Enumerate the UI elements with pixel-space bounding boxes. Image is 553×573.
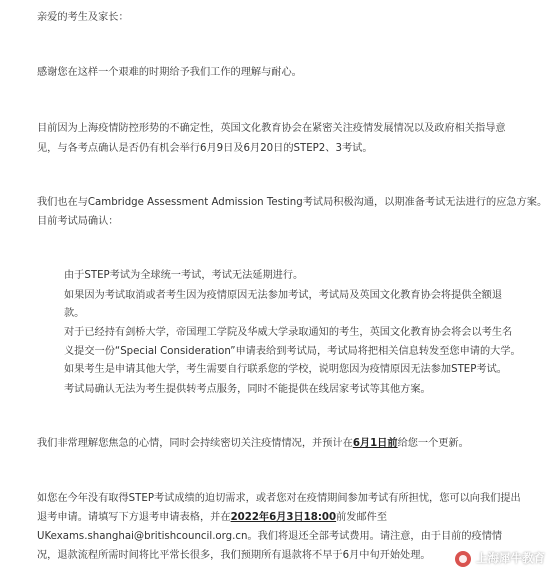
- paragraph-update: [37, 435, 469, 452]
- paragraph-status-line1: 目前因为上海疫情防控形势的不确定性，英国文化教育协会在紧密关注疫情发展情况以及政府相关指导意: [37, 123, 506, 134]
- paragraph-refund-line2: [37, 509, 387, 526]
- list-item-continued: 款。: [64, 308, 85, 319]
- list-item: 如果因为考试取消或者考生因为疫情原因无法参加考试，考试局及英国文化教育协会将提供全额退: [64, 290, 503, 301]
- list-item: 如果考生是申请其他大学，考生需要自行联系您的学校，说明您因为疫情原因无法参加STEP考试。: [64, 364, 507, 375]
- paragraph-board-line1: 我们也在与Cambridge Assessment Admission Testing考试局积极沟通，以期准备考试无法进行的应急方案。: [37, 197, 548, 208]
- paragraph-board-line2: 目前考试局确认：: [37, 216, 119, 227]
- paragraph-status-line2: 见，与各考点确认是否仍有机会举行6月9日及6月20日的STEP2、3考试。: [37, 143, 373, 154]
- refund-email-link[interactable]: UKexams.shanghai@britishcouncil.org.cn: [37, 531, 248, 542]
- refund-line3-post: 。我们将退还全部考试费用。请注意，由于目前的疫情情: [247, 531, 503, 542]
- refund-line2-pre: 退考申请。请填写下方退考申请表格，并在: [37, 512, 231, 523]
- paragraph-thanks: 感谢您在这样一个艰难的时期给予我们工作的理解与耐心。: [37, 67, 302, 78]
- watermark-text: 上海犀牛教育: [476, 551, 545, 565]
- update-date: 6月1日前: [352, 438, 398, 449]
- update-text-post: 给您一个更新。: [397, 438, 469, 449]
- rhino-logo-icon: [455, 551, 471, 567]
- list-item: 由于STEP考试为全球统一考试，考试无法延期进行。: [64, 270, 304, 281]
- paragraph-refund-line1: 如您在今年没有取得STEP考试成绩的迫切需求，或者您对在疫情期间参加考试有所担忧，您可以向我们提出: [37, 493, 521, 504]
- paragraph-refund-line4: 况，退款流程所需时间将比平常长很多，我们预期所有退款将不早于6月中旬开始处理。: [37, 550, 431, 561]
- watermark: [455, 550, 545, 567]
- update-text-pre: 我们非常理解您焦急的心情，同时会持续密切关注疫情情况，并预计在: [37, 438, 353, 449]
- list-item-continued: 义提交一份“Special Consideration”申请表给到考试局，考试局将把相关信息转发至您申请的大学。: [64, 346, 521, 357]
- refund-deadline: 2022年6月3日18:00: [230, 512, 337, 523]
- salutation: 亲爱的考生及家长：: [37, 12, 129, 23]
- list-item: 考试局确认无法为考生提供转考点服务，同时不能提供在线居家考试等其他方案。: [64, 384, 431, 395]
- refund-line2-post: 前发邮件至: [336, 512, 388, 523]
- paragraph-refund-line3: [37, 528, 502, 545]
- list-item: 对于已经持有剑桥大学，帝国理工学院及华威大学录取通知的考生，英国文化教育协会将会以考生名: [64, 327, 513, 338]
